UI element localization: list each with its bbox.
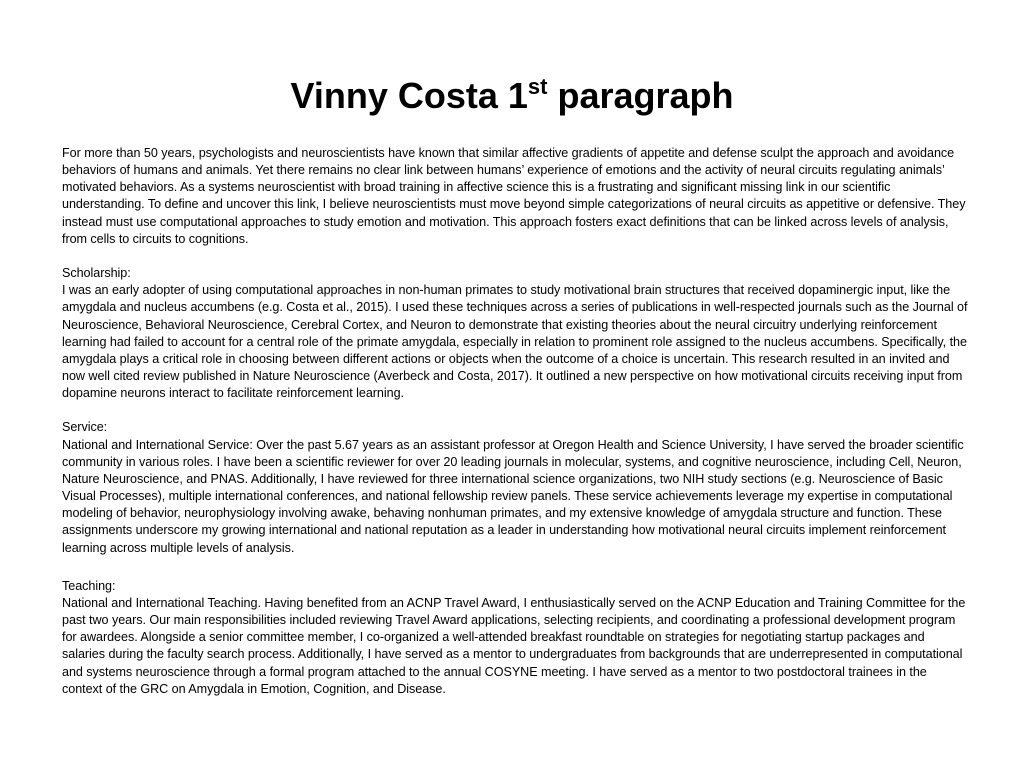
title-main: Vinny Costa 1 xyxy=(290,75,528,116)
intro-paragraph: For more than 50 years, psychologists and neuroscientists have known that similar affective gradients of appetite and defense sculpt the approach and avoidance behaviors of humans and animals. Yet there remains no clear link between humans’ experience of emotions and the activity of neural circuits regulating animals’ motivated behaviors. As a systems neuroscientist with broad training in affective science this is a frustrating and significant missing link in our scientific understanding. To define and uncover this link, I believe neuroscientists must move beyond simple categorizations of neural circuits as appetitive or defensive. They instead must use computational approaches to study emotion and motivation. This approach fosters exact definitions that can be linked across levels of analysis, from cells to circuits to cognitions. xyxy=(62,146,966,246)
title-superscript: st xyxy=(527,74,548,99)
slide-title xyxy=(0,72,1024,120)
spacer xyxy=(62,248,968,265)
scholarship-section xyxy=(62,265,968,402)
teaching-heading: Teaching: xyxy=(62,578,116,593)
scholarship-heading: Scholarship: xyxy=(62,266,131,281)
spacer xyxy=(62,557,968,578)
spacer xyxy=(62,402,968,419)
scholarship-text: I was an early adopter of using computational approaches in non-human primates to study motivational brain structures that received dopaminergic input, like the amygdala and nucleus accumbens (e.g. Costa et al., 2015). I used these techniques across a series of publications in well-respected journals such as the Journal of Neuroscience, Behavioral Neuroscience, Cerebral Cortex, and Neuron to demonstrate that existing theories about the neural circuitry underlying reinforcement learning had failed to account for a central role of the primate amygdala, especially in relation to prominent role assigned to the nucleus accumbens. Specifically, the amygdala plays a critical role in choosing between different actions or objects when the outcome of a choice is uncertain. This research resulted in an invited and now well cited review published in Nature Neuroscience (Averbeck and Costa, 2017). It outlined a new perspective on how motivational circuits receiving input from dopamine neurons interact to facilitate reinforcement learning. xyxy=(62,283,968,401)
service-text: National and International Service: Over the past 5.67 years as an assistant professor at Oregon Health and Science University, I have served the broader scientific community in various roles. I have been a scientific reviewer for over 20 leading journals in molecular, systems, and cognitive neuroscience, including Cell, Neuron, Nature Neuroscience, and PNAS. Additionally, I have reviewed for three international science organizations, two NIH study sections (e.g. Neuroscience of Basic Visual Processes), multiple international conferences, and national fellowship review panels. These service achievements leverage my expertise in computational modeling of behavior, neurophysiology involving awake, behaving nonhuman primates, and my extensive knowledge of amygdala structure and function. These assignments underscore my growing international and national reputation as a leader in understanding how motivational neural circuits implement reinforcement learning across multiple levels of analysis. xyxy=(62,437,964,555)
service-heading: Service: xyxy=(62,420,108,435)
service-section xyxy=(62,419,968,556)
title-end: paragraph xyxy=(547,75,734,116)
teaching-text: National and International Teaching. Having benefited from an ACNP Travel Award, I enthusiastically served on the ACNP Education and Training Committee for the past two years. Our main responsibilities included reviewing Travel Award applications, selecting recipients, and coordinating a professional development program for awardees. Alongside a senior committee member, I co-organized a well-attended breakfast roundtable on strategies for negotiating startup packages and salaries during the faculty search process. Additionally, I have served as a mentor to undergraduates from backgrounds that are underrepresented in computational and systems neuroscience through a formal program attached to the annual COSYNE meeting. I have served as a mentor to two postdoctoral trainees in the context of the GRC on Amygdala in Emotion, Cognition, and Disease. xyxy=(62,595,966,696)
slide-body xyxy=(62,145,968,698)
teaching-section xyxy=(62,578,968,698)
